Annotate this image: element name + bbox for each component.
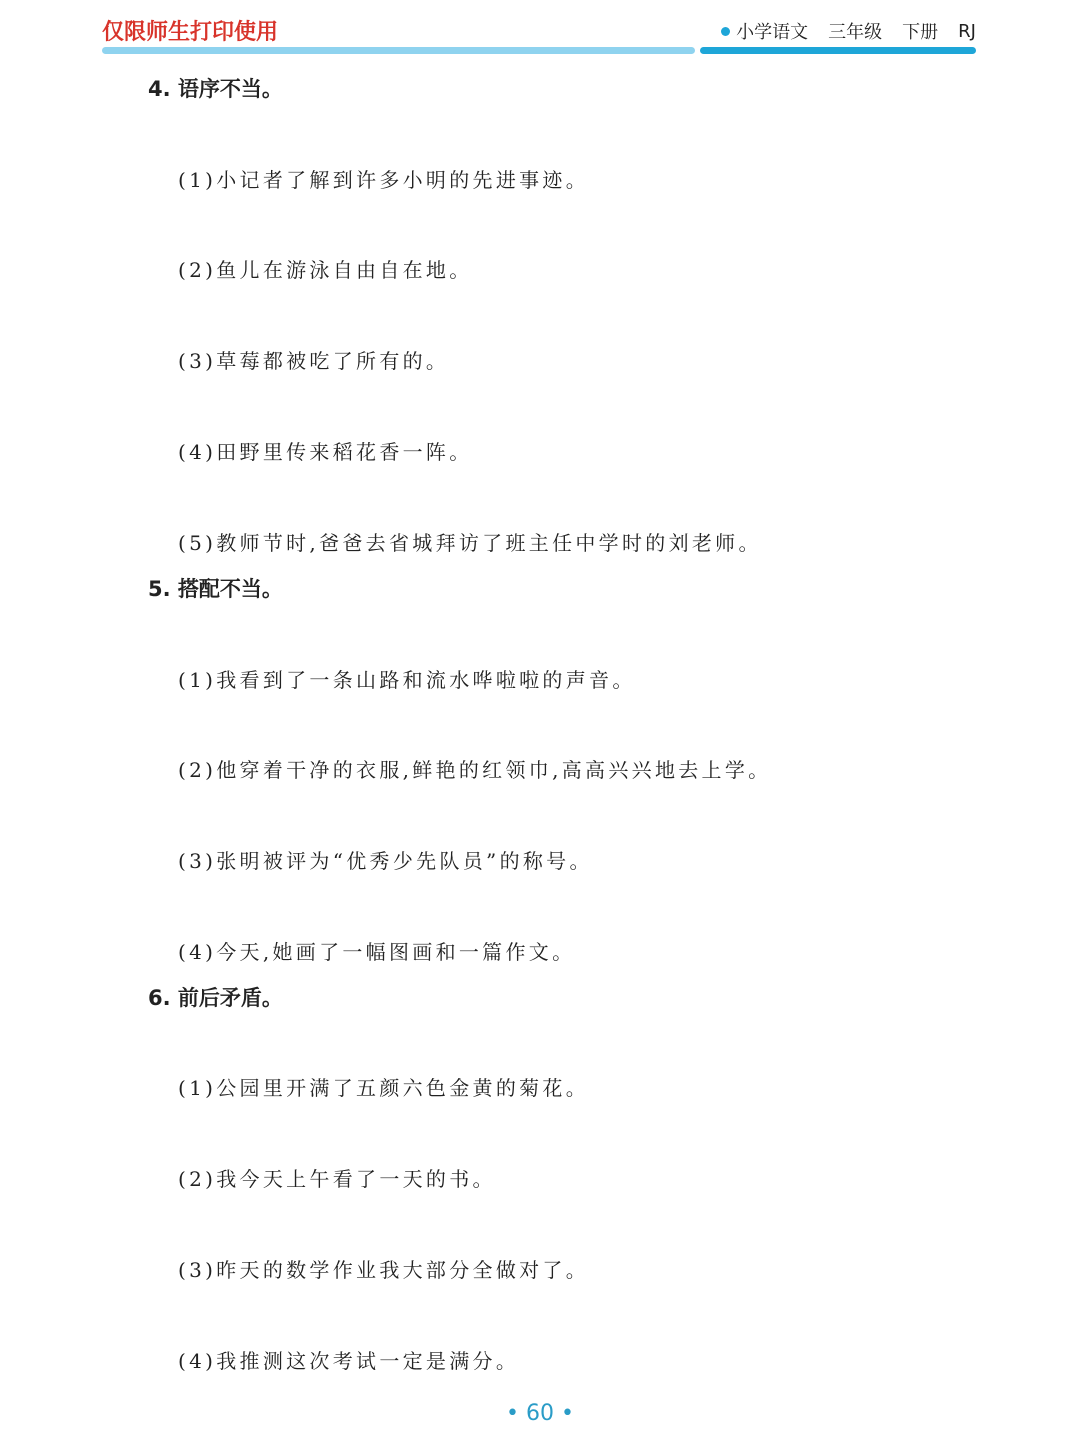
exercise-item: (1)小记者了解到许多小明的先进事迹。 [178,168,590,192]
exercise-item: (5)教师节时,爸爸去省城拜访了班主任中学时的刘老师。 [178,531,762,555]
bullet-dot-icon [721,27,730,36]
exercise-item: (1)公园里开满了五颜六色金黄的菊花。 [178,1076,590,1100]
section-heading: 6. 前后矛盾。 [148,986,283,1010]
exercise-item: (3)草莓都被吃了所有的。 [178,349,450,373]
edition-label: RJ [958,20,976,42]
exercise-item: (1)我看到了一条山路和流水哗啦啦的声音。 [178,668,636,692]
header-bar-left [102,47,695,54]
grade-label: 三年级 [828,22,883,43]
volume-label: 下册 [902,22,939,43]
exercise-item: (3)张明被评为“优秀少先队员”的称号。 [178,849,593,873]
header-restriction-label: 仅限师生打印使用 [102,20,279,45]
exercise-item: (2)鱼儿在游泳自由自在地。 [178,258,473,282]
exercise-item: (4)今天,她画了一幅图画和一篇作文。 [178,940,576,964]
header-right [721,18,976,44]
section-heading: 4. 语序不当。 [148,77,283,101]
exercise-item: (4)田野里传来稻花香一阵。 [178,440,473,464]
header-bar-right [700,47,976,54]
section-heading: 5. 搭配不当。 [148,577,283,601]
exercise-item: (4)我推测这次考试一定是满分。 [178,1349,520,1373]
subject-label: 小学语文 [736,22,809,43]
exercise-item: (3)昨天的数学作业我大部分全做对了。 [178,1258,590,1282]
exercise-item: (2)我今天上午看了一天的书。 [178,1167,496,1191]
exercise-item: (2)他穿着干净的衣服,鲜艳的红领巾,高高兴兴地去上学。 [178,758,772,782]
page-number: • 60 • [506,1401,574,1426]
